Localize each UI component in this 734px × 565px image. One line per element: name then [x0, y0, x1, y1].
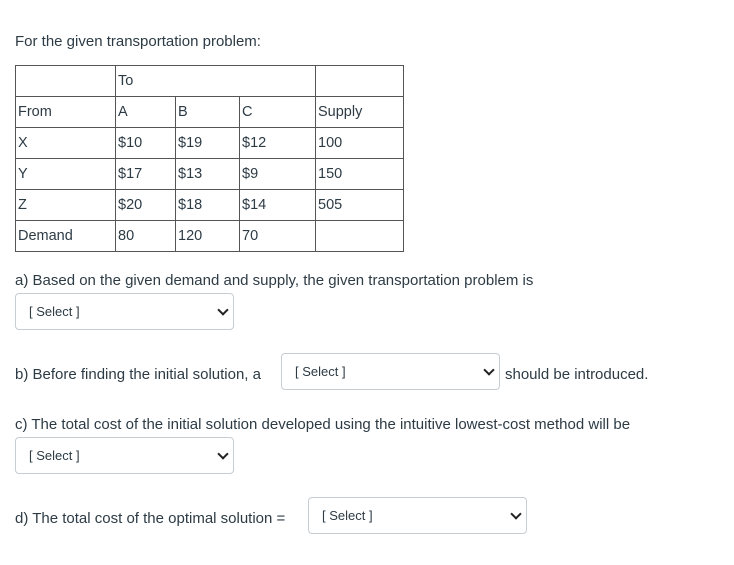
table-row [16, 190, 404, 221]
select-value: [ Select ] [29, 304, 80, 319]
table-cell: 70 [240, 221, 316, 252]
intro-text: For the given transportation problem: [15, 33, 261, 50]
table-cell: $9 [240, 159, 316, 190]
table-cell: $19 [176, 128, 240, 159]
table-cell: B [176, 97, 240, 128]
table-cell: $14 [240, 190, 316, 221]
chevron-down-icon [217, 448, 228, 459]
table-cell: $13 [176, 159, 240, 190]
table-cell: To [116, 66, 316, 97]
table-row [16, 66, 404, 97]
table-row [16, 97, 404, 128]
table-cell: $12 [240, 128, 316, 159]
question-b-text: b) Before finding the initial solution, a [15, 366, 261, 383]
table-cell: C [240, 97, 316, 128]
select-value: [ Select ] [29, 448, 80, 463]
question-d-select[interactable] [308, 497, 527, 534]
select-value: [ Select ] [322, 508, 373, 523]
table-cell: A [116, 97, 176, 128]
transportation-table [15, 65, 404, 252]
chevron-down-icon [510, 508, 521, 519]
question-d-text: d) The total cost of the optimal solution = [15, 510, 286, 527]
question-b-suffix: should be introduced. [505, 366, 649, 383]
table-cell: Supply [316, 97, 404, 128]
table-cell: Z [16, 190, 116, 221]
question-b-select[interactable] [281, 353, 500, 390]
table-row [16, 159, 404, 190]
table-row [16, 128, 404, 159]
question-c-text: c) The total cost of the initial solution developed using the intuitive lowest-cost method will be [15, 416, 631, 433]
table-cell [316, 66, 404, 97]
question-c-select[interactable] [15, 437, 234, 474]
table-cell: $10 [116, 128, 176, 159]
table-cell: 150 [316, 159, 404, 190]
question-a-text: a) Based on the given demand and supply, the given transportation problem is [15, 272, 534, 289]
table-row [16, 221, 404, 252]
table-cell: 100 [316, 128, 404, 159]
question-a-select[interactable] [15, 293, 234, 330]
table-cell: 120 [176, 221, 240, 252]
chevron-down-icon [483, 364, 494, 375]
select-value: [ Select ] [295, 364, 346, 379]
table-cell: $20 [116, 190, 176, 221]
table-cell: X [16, 128, 116, 159]
table-cell [316, 221, 404, 252]
table-cell: Demand [16, 221, 116, 252]
table-cell [16, 66, 116, 97]
table-cell: $17 [116, 159, 176, 190]
table-cell: $18 [176, 190, 240, 221]
table-cell: 505 [316, 190, 404, 221]
table-cell: Y [16, 159, 116, 190]
table-cell: 80 [116, 221, 176, 252]
table-cell: From [16, 97, 116, 128]
chevron-down-icon [217, 304, 228, 315]
